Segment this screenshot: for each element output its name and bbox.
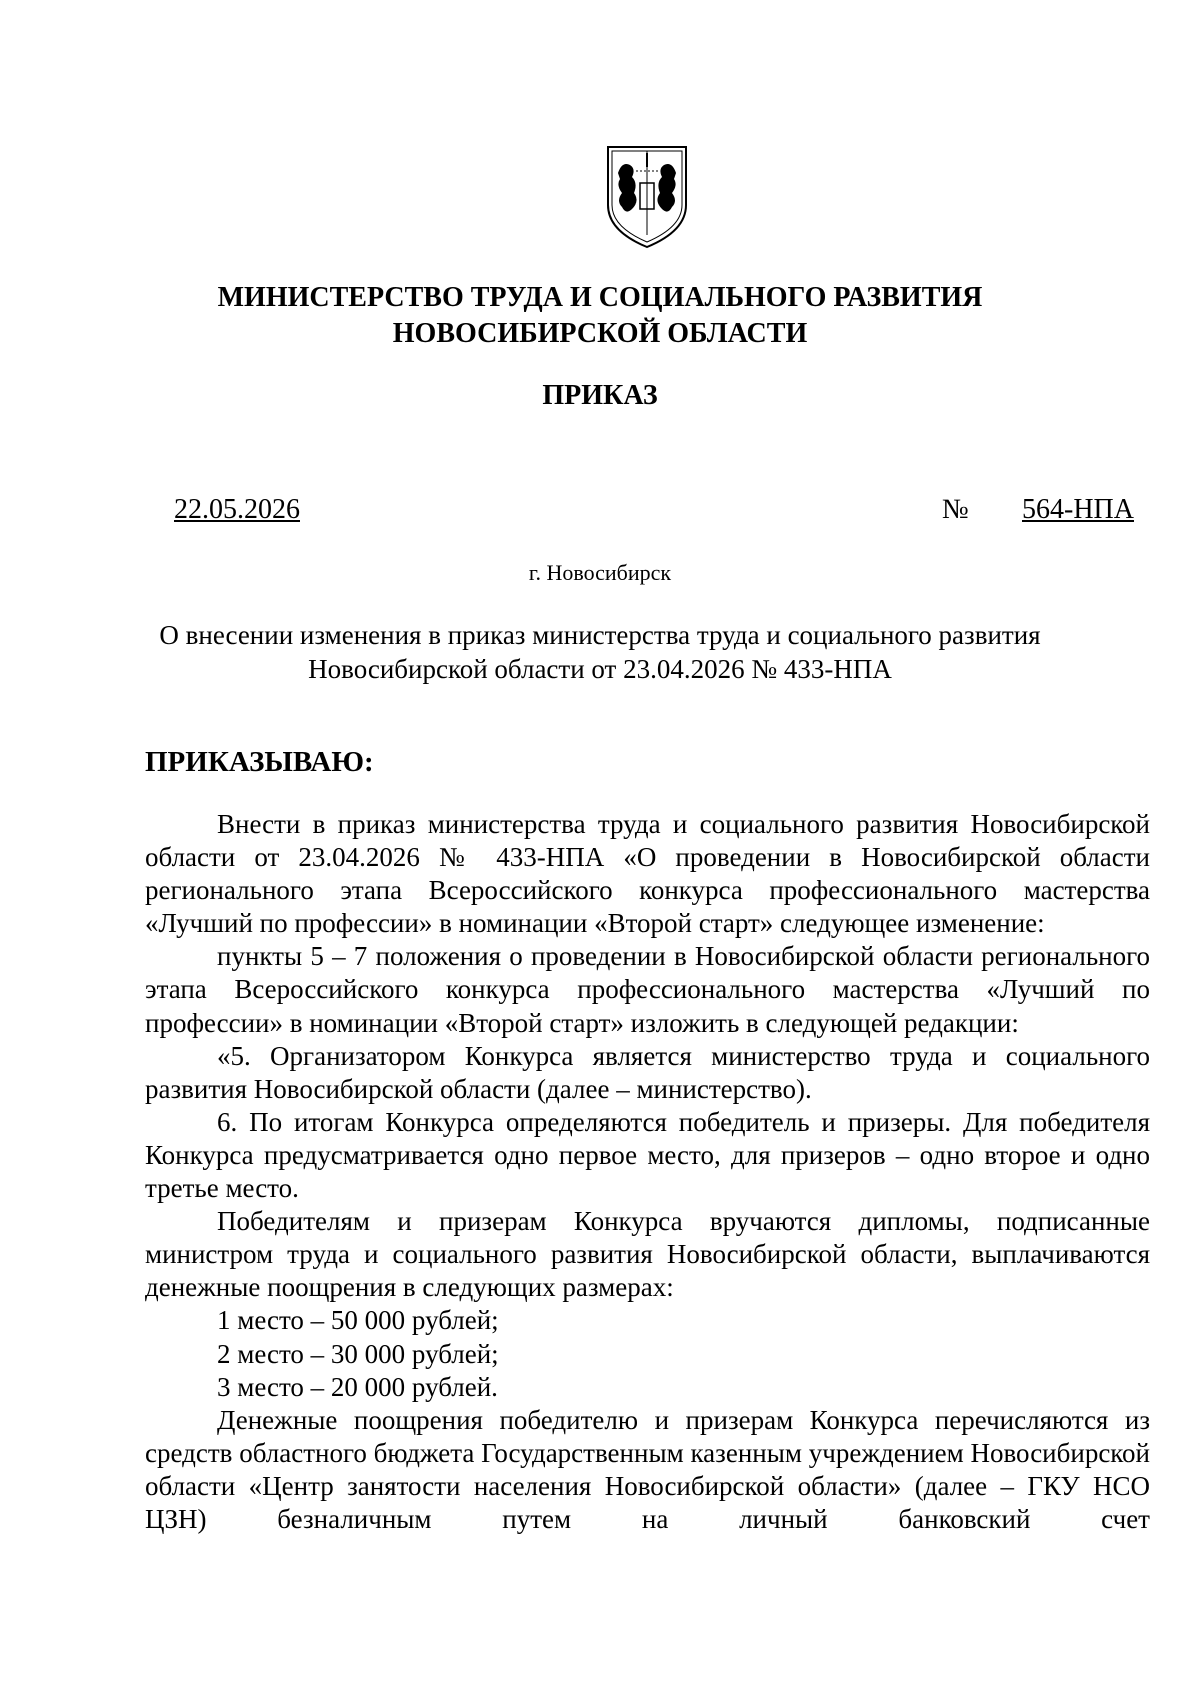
paragraph-4: 6. По итогам Конкурса определяются победитель и призеры. Для победителя Конкурса предусматривается одно первое место, для призеров – одно второе и одно третье место. <box>145 1106 1150 1204</box>
document-number: 564-НПА <box>1022 494 1134 525</box>
paragraph-6: Денежные поощрения победителю и призерам Конкурса перечисляются из средств областного бюджета Государственным казенным учреждением Новосибирской области «Центр занятости населения Новосибирской области» (далее – ГКУ НСО ЦЗН) безналичным путем на личный банковский счет <box>145 1404 1150 1534</box>
ministry-title <box>0 280 1200 352</box>
document-subject <box>0 618 1200 686</box>
coat-of-arms-icon <box>602 143 692 251</box>
document-date: 22.05.2026 <box>174 494 300 525</box>
order-heading: ПРИКАЗЫВАЮ: <box>145 746 374 778</box>
paragraph-3: «5. Организатором Конкурса является министерство труда и социального развития Новосибирской области (далее – министерство). <box>145 1040 1150 1104</box>
paragraph-2: пункты 5 – 7 положения о проведении в Новосибирской области регионального этапа Всероссийского конкурса профессионального мастерства «Лучший по профессии» в номинации «Второй старт» изложить в следующей редакции: <box>145 941 1150 1038</box>
prize-item-1: 1 место – 50 000 рублей; <box>217 1305 499 1336</box>
subject-line1: О внесении изменения в приказ министерства труда и социального развития <box>159 620 1041 650</box>
ministry-title-line1: МИНИСТЕРСТВО ТРУДА И СОЦИАЛЬНОГО РАЗВИТИЯ <box>217 282 983 313</box>
city: г. Новосибирск <box>528 560 672 585</box>
document-body <box>145 808 1150 1536</box>
prize-list <box>145 1304 1150 1403</box>
prize-item-2: 2 место – 30 000 рублей; <box>217 1338 499 1369</box>
paragraph-1: Внести в приказ министерства труда и социального развития Новосибирской области от 23.04.2026 № 433-НПА «О проведении в Новосибирской области регионального этапа Всероссийского конкурса профессионального мастерства «Лучший по профессии» в номинации «Второй старт» следующее изменение: <box>145 809 1150 939</box>
subject-line2: Новосибирской области от 23.04.2026 № 433-НПА <box>308 654 892 684</box>
ministry-title-line2: НОВОСИБИРСКОЙ ОБЛАСТИ <box>392 318 808 349</box>
prize-item-3: 3 место – 20 000 рублей. <box>217 1371 498 1402</box>
number-sign: № <box>942 494 969 525</box>
document-type: ПРИКАЗ <box>542 380 658 411</box>
paragraph-5: Победителям и призерам Конкурса вручаются дипломы, подписанные министром труда и социального развития Новосибирской области, выплачиваются денежные поощрения в следующих размерах: <box>145 1206 1150 1303</box>
